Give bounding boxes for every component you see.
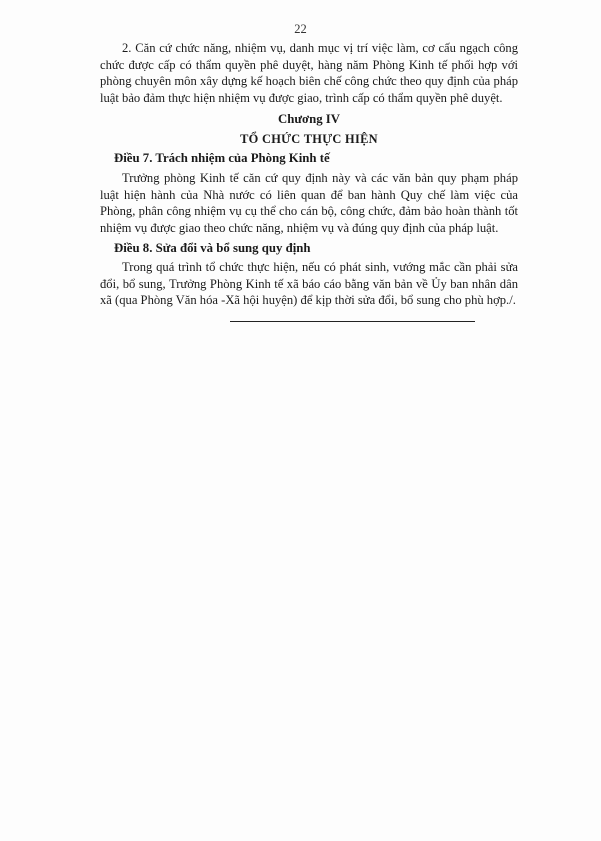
chapter-title: TỔ CHỨC THỰC HIỆN xyxy=(240,131,378,146)
document-body xyxy=(100,40,518,322)
article-8-heading: Điều 8. Sửa đổi và bổ sung quy định xyxy=(114,240,311,255)
article-7-heading: Điều 7. Trách nhiệm của Phòng Kinh tế xyxy=(114,150,330,165)
article-8-paragraph: Trong quá trình tổ chức thực hiện, nếu có phát sinh, vướng mắc cần phải sửa đổi, bổ sung, Trưởng Phòng Kinh tế xã báo cáo bằng văn bản về Ủy ban nhân dân xã (qua Phòng Văn hóa -Xã hội huyện) để kịp thời sửa đổi, bổ sung cho phù hợp./. xyxy=(100,260,518,308)
article-7-paragraph: Trưởng phòng Kinh tế căn cứ quy định này và các văn bản quy phạm pháp luật hiện hành của Nhà nước có liên quan để ban hành Quy chế làm việc của Phòng, phân công nhiệm vụ cụ thể cho cán bộ, công chức, đảm bảo hoàn thành tốt nhiệm vụ được giao theo chức năng, nhiệm vụ và đúng quy định của pháp luật. xyxy=(100,171,518,235)
page-number: 22 xyxy=(294,22,307,36)
end-of-document-rule xyxy=(230,321,475,322)
clause-2-paragraph: 2. Căn cứ chức năng, nhiệm vụ, danh mục vị trí việc làm, cơ cấu ngạch công chức được cấp có thẩm quyền phê duyệt, hàng năm Phòng Kinh tế phối hợp với phòng chuyên môn xây dựng kế hoạch biên chế công chức theo quy định của pháp luật bảo đảm thực hiện nhiệm vụ được giao, trình cấp có thẩm quyền phê duyệt. xyxy=(100,41,518,105)
chapter-number: Chương IV xyxy=(277,112,341,127)
